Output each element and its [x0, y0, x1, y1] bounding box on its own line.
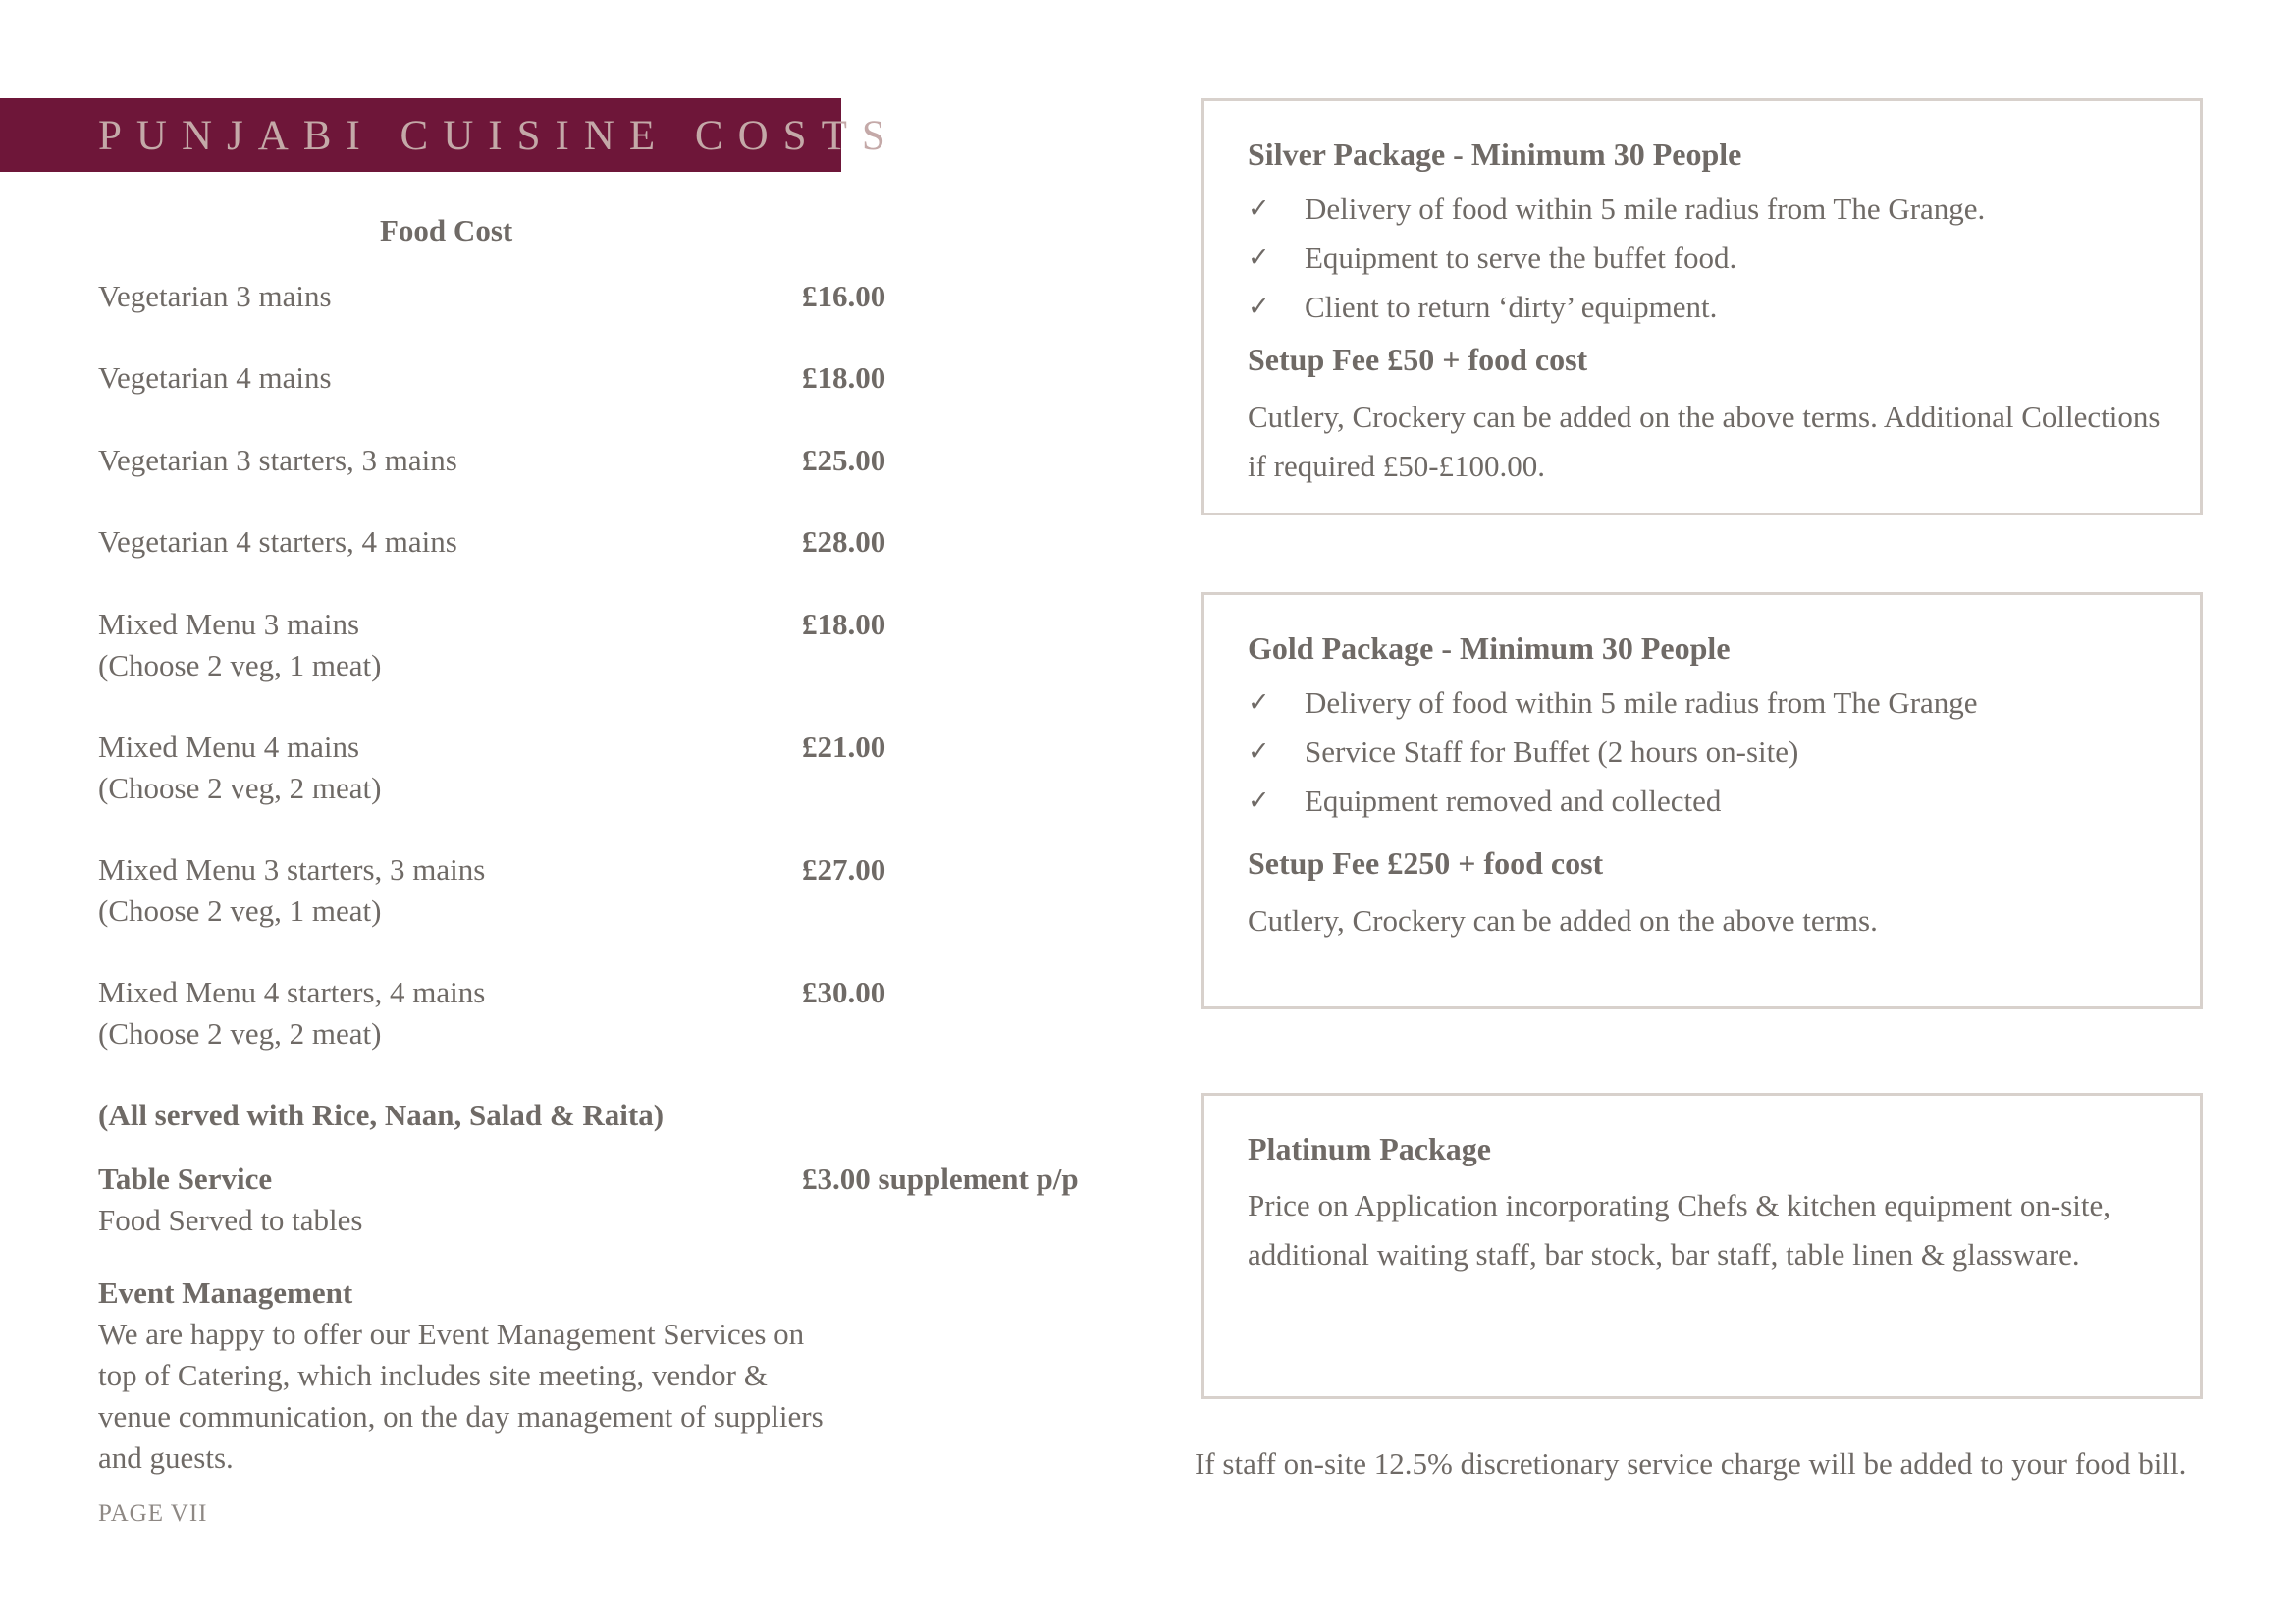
event-management-title: Event Management	[98, 1275, 353, 1310]
menu-item-price: £18.00	[802, 607, 886, 641]
gold-package-item-text: Service Staff for Buffet (2 hours on-site)	[1305, 734, 1799, 769]
checkmark-icon: ✓	[1248, 687, 1270, 718]
silver-package-item	[1248, 185, 2161, 234]
menu-item-name: Vegetarian 3 mains	[98, 279, 332, 313]
menu-item-name: Mixed Menu 3 starters, 3 mains	[98, 852, 486, 887]
gold-package-item	[1248, 678, 2161, 728]
checkmark-icon: ✓	[1248, 193, 1270, 224]
checkmark-icon: ✓	[1248, 243, 1270, 273]
gold-package-title: Gold Package - Minimum 30 People	[1248, 630, 1731, 666]
platinum-package-note: Price on Application incorporating Chefs & kitchen equipment on-site, additional waiting staff, bar stock, bar staff, table linen & glassware.	[1248, 1188, 2111, 1272]
silver-package-item-text: Client to return ‘dirty’ equipment.	[1305, 290, 1718, 324]
menu-item-name: Mixed Menu 3 mains	[98, 607, 360, 641]
silver-package-item	[1248, 283, 2161, 332]
table-service-title: Table Service	[98, 1162, 273, 1196]
gold-package-item	[1248, 728, 2161, 777]
page-title: PUNJABI CUISINE COSTS	[98, 113, 900, 159]
gold-package-item-text: Equipment removed and collected	[1305, 784, 1722, 818]
silver-package-note: Cutlery, Crockery can be added on the above terms. Additional Collections if required £50-£100.00.	[1248, 400, 2161, 483]
page-number: PAGE VII	[98, 1500, 208, 1527]
event-management-desc: We are happy to offer our Event Management Services on top of Catering, which includes site meeting, vendor & venue communication, on the day management of suppliers and guests.	[98, 1317, 824, 1475]
silver-setup-fee: Setup Fee £50 + food cost	[1248, 342, 1588, 377]
menu-item-price: £18.00	[802, 360, 886, 395]
food-cost-heading: Food Cost	[380, 213, 513, 247]
silver-package-item-text: Delivery of food within 5 mile radius from The Grange.	[1305, 191, 1986, 226]
table-service-price: £3.00 supplement p/p	[802, 1162, 1079, 1196]
platinum-package-box	[1201, 1093, 2203, 1399]
platinum-package-title: Platinum Package	[1248, 1131, 1491, 1166]
silver-package-item-text: Equipment to serve the buffet food.	[1305, 241, 1737, 275]
menu-item-price: £27.00	[802, 852, 886, 887]
gold-package-box	[1201, 592, 2203, 1009]
silver-package-item	[1248, 234, 2161, 283]
served-with-note: (All served with Rice, Naan, Salad & Raita)	[98, 1098, 665, 1132]
menu-item-subtext: (Choose 2 veg, 2 meat)	[98, 1016, 382, 1051]
menu-item-price: £30.00	[802, 975, 886, 1009]
menu-item-subtext: (Choose 2 veg, 2 meat)	[98, 771, 382, 805]
silver-package-title: Silver Package - Minimum 30 People	[1248, 136, 1742, 172]
checkmark-icon: ✓	[1248, 292, 1270, 322]
menu-item-price: £28.00	[802, 524, 886, 559]
checkmark-icon: ✓	[1248, 785, 1270, 816]
gold-package-item-text: Delivery of food within 5 mile radius from The Grange	[1305, 685, 1978, 720]
gold-package-note: Cutlery, Crockery can be added on the above terms.	[1248, 903, 1878, 938]
gold-setup-fee: Setup Fee £250 + food cost	[1248, 845, 1604, 881]
checkmark-icon: ✓	[1248, 736, 1270, 767]
menu-item-name: Vegetarian 3 starters, 3 mains	[98, 443, 457, 477]
menu-item-price: £21.00	[802, 730, 886, 764]
service-charge-note: If staff on-site 12.5% discretionary service charge will be added to your food bill.	[1195, 1446, 2187, 1481]
menu-item-subtext: (Choose 2 veg, 1 meat)	[98, 648, 382, 682]
menu-item-price: £16.00	[802, 279, 886, 313]
menu-item-name: Vegetarian 4 starters, 4 mains	[98, 524, 457, 559]
menu-item-name: Vegetarian 4 mains	[98, 360, 332, 395]
table-service-desc: Food Served to tables	[98, 1203, 363, 1237]
menu-item-subtext: (Choose 2 veg, 1 meat)	[98, 893, 382, 928]
menu-item-name: Mixed Menu 4 mains	[98, 730, 360, 764]
menu-item-price: £25.00	[802, 443, 886, 477]
gold-package-item	[1248, 777, 2161, 826]
menu-item-name: Mixed Menu 4 starters, 4 mains	[98, 975, 486, 1009]
silver-package-box	[1201, 98, 2203, 515]
